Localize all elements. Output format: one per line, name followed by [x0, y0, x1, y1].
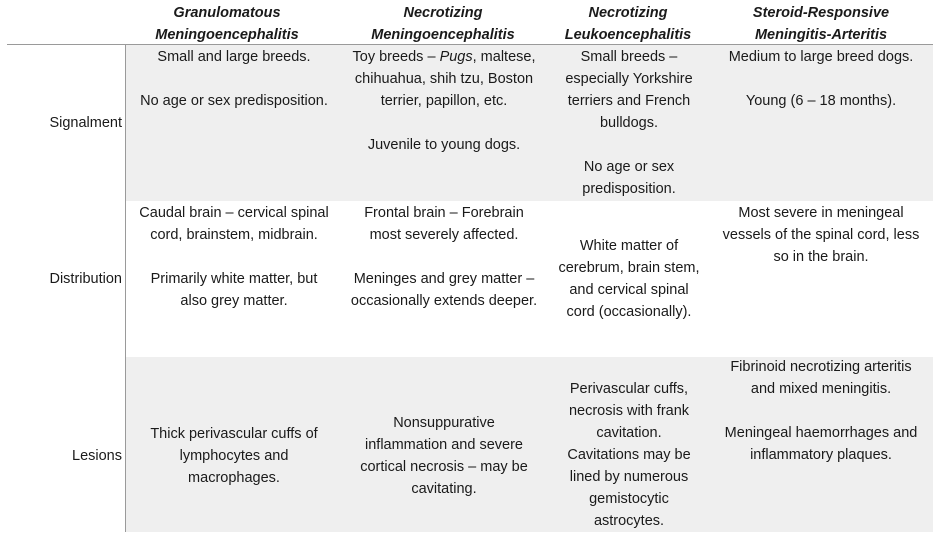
header-rule — [7, 44, 933, 45]
table-cell — [348, 202, 540, 356]
cell-text-italic: Pugs — [439, 49, 473, 65]
column-header-granulomatous — [126, 2, 328, 44]
cell-paragraph: Nonsuppurative inflammation and severe cortical necrosis – may be cavitating. — [360, 415, 528, 497]
table-cell — [556, 202, 702, 356]
cell-paragraph: Small and large breeds. — [157, 49, 311, 65]
cell-text: Toy breeds – — [352, 49, 440, 65]
cell-paragraph: Meninges and grey matter – occasionally extends deeper. — [350, 271, 538, 309]
table-cell — [136, 202, 332, 356]
cell-paragraph: Juvenile to young dogs. — [367, 137, 521, 153]
column-header-steroid-responsive — [718, 2, 924, 44]
cell-paragraph: Medium to large breed dogs. — [728, 49, 914, 65]
table-cell — [352, 358, 536, 554]
row-label-distribution — [0, 201, 122, 357]
table-cell — [136, 358, 332, 554]
column-header-line: Necrotizing — [588, 5, 668, 21]
row-label-text: Signalment — [49, 115, 122, 131]
cell-paragraph: Meningeal haemorrhages and inflammatory plaques. — [724, 425, 918, 463]
cell-paragraph: Cavitations may be lined by numerous gemistocytic astrocytes. — [567, 447, 691, 529]
column-header-line: Necrotizing — [403, 5, 483, 21]
cell-paragraph: No age or sex predisposition. — [582, 159, 676, 197]
cell-paragraph: Most severe in meningeal vessels of the spinal cord, less so in the brain. — [722, 205, 920, 265]
cell-paragraph: Frontal brain – Forebrain most severely affected. — [364, 205, 524, 243]
table-cell — [722, 356, 920, 532]
column-header-line: Meningoencephalitis — [371, 27, 515, 43]
table-cell — [556, 370, 702, 540]
cell-paragraph: Small breeds – especially Yorkshire terriers and French bulldogs. — [565, 49, 693, 131]
cell-paragraph: Primarily white matter, but also grey matter. — [150, 271, 318, 309]
column-header-line: Granulomatous — [173, 5, 281, 21]
column-header-line: Steroid-Responsive — [752, 5, 890, 21]
table-cell — [722, 202, 920, 356]
cell-paragraph: Fibrinoid necrotizing arteritis and mixed meningitis. — [730, 359, 912, 397]
row-label-text: Distribution — [49, 271, 122, 287]
cell-paragraph: Caudal brain – cervical spinal cord, brainstem, midbrain. — [139, 205, 329, 243]
column-header-line: Meningitis-Arteritis — [754, 27, 888, 43]
cell-paragraph: Young (6 – 18 months). — [745, 93, 897, 109]
column-header-line: Leukoencephalitis — [564, 27, 692, 43]
column-header-necrotizing-meningoencephalitis — [342, 2, 544, 44]
label-column-rule — [125, 45, 126, 532]
row-label-signalment — [0, 45, 122, 201]
cell-paragraph — [344, 46, 544, 112]
table-cell — [344, 46, 544, 200]
cell-paragraph: No age or sex predisposition. — [140, 93, 328, 109]
column-header-necrotizing-leukoencephalitis — [548, 2, 708, 44]
table-cell — [726, 46, 916, 200]
cell-paragraph: Perivascular cuffs, necrosis with frank cavitation. — [568, 381, 690, 441]
table-cell — [136, 46, 332, 200]
cell-paragraph: Thick perivascular cuffs of lymphocytes and macrophages. — [150, 426, 318, 486]
row-label-lesions — [0, 357, 122, 554]
column-header-line: Meningoencephalitis — [155, 27, 299, 43]
table-cell — [552, 46, 706, 200]
cell-paragraph: White matter of cerebrum, brain stem, and cervical spinal cord (occasionally). — [558, 238, 700, 320]
cell-text: , maltese, chihuahua, shih tzu, Boston terrier, papillon, etc. — [354, 49, 536, 109]
row-label-text: Lesions — [72, 447, 122, 464]
